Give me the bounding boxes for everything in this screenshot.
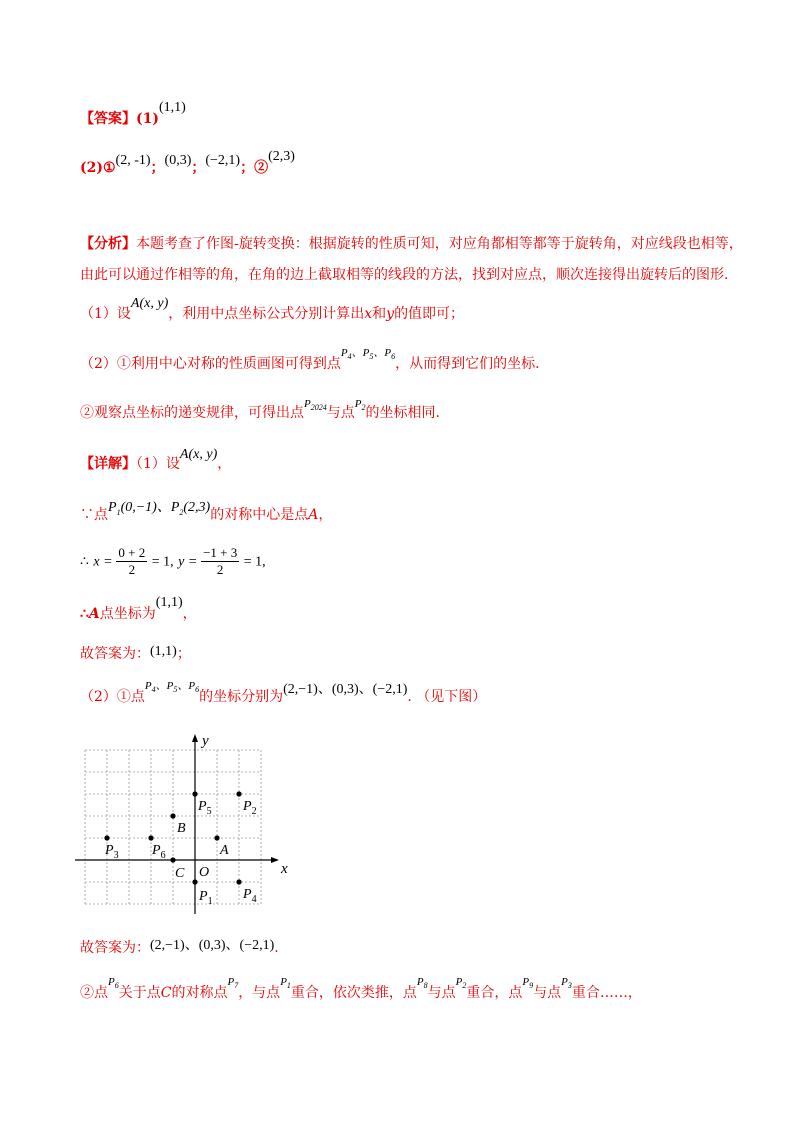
analysis-text-1: 本题考查了作图-旋转变换：根据旋转的性质可知，对应角都相等都等于旋转角，对应线段也相等， xyxy=(136,236,743,252)
analysis-line-1 xyxy=(80,233,743,253)
detail-l3-x: x xyxy=(93,554,100,570)
detail-l8-C: C xyxy=(160,985,172,1001)
detail-line-8 xyxy=(80,976,642,1002)
answer-part1-value: (1,1) xyxy=(159,100,186,115)
detail-l3-frac2-den: 2 xyxy=(216,562,224,577)
analysis-step-2 xyxy=(80,347,540,373)
detail-l8-p7: P7 xyxy=(227,976,239,991)
detail-l2-suffix-a: 的对称中心是点 xyxy=(210,507,309,523)
answer-line-1 xyxy=(80,100,186,128)
detail-l6-mid: 的坐标分别为 xyxy=(199,689,284,705)
point-b xyxy=(170,813,175,818)
detail-l7-values: (2,−1)、(0,3)、(−2,1) xyxy=(150,938,275,953)
detail-l8-p8: P8 xyxy=(416,976,428,991)
grid-lines xyxy=(85,750,261,904)
analysis-step2-suffix: ，从而得到它们的坐标. xyxy=(395,356,540,372)
detail-l2-because: ∵点 xyxy=(80,507,108,523)
analysis-line-2 xyxy=(80,264,728,284)
detail-l8-p6: P6 xyxy=(108,976,119,991)
detail-l3-eq2-res: = 1, xyxy=(243,554,266,570)
detail-l5-suffix: ； xyxy=(176,646,191,662)
point-label-p1: $P_1$ xyxy=(199,889,213,907)
analysis-step1-x: x xyxy=(364,306,373,322)
analysis-step3-p2024: P2024 xyxy=(304,398,327,413)
analysis-step-1 xyxy=(80,296,465,323)
analysis-step1-suffix-a: ，利用中点坐标公式分别计算出 xyxy=(168,306,365,322)
detail-l3-frac1-den: 2 xyxy=(128,562,136,577)
analysis-step3-p2: P2 xyxy=(354,398,366,413)
detail-l8-c: 的对称点 xyxy=(171,985,228,1001)
detail-l8-e: 重合，依次类推，点 xyxy=(290,985,417,1001)
detail-line-4 xyxy=(80,595,197,623)
detail-l7-prefix: 故答案为： xyxy=(80,940,150,956)
detail-l7-suffix: . xyxy=(274,940,279,956)
point-label-p3: $P_3$ xyxy=(105,843,119,861)
analysis-step2-prefix: （2）①利用中心对称的性质画图可得到点 xyxy=(80,356,341,372)
detail-l8-p2: P2 xyxy=(455,976,467,991)
detail-l8-a: ②点 xyxy=(80,985,108,1001)
answer-line-2 xyxy=(80,149,295,177)
detail-l8-p9: P9 xyxy=(522,976,534,991)
point-p4 xyxy=(236,879,241,884)
detail-l8-b: 关于点 xyxy=(118,985,161,1001)
detail-l1-var: A(x, y) xyxy=(179,447,218,462)
analysis-step3-prefix: ②观察点坐标的递变规律，可得出点 xyxy=(80,405,304,421)
detail-l8-d: ，与点 xyxy=(238,985,281,1001)
detail-l3-frac2 xyxy=(201,545,239,578)
point-p6 xyxy=(148,835,153,840)
detail-l4-mid: 点坐标为 xyxy=(99,606,156,622)
detail-l8-f: 与点 xyxy=(427,985,456,1001)
point-label-b: B xyxy=(177,821,186,836)
analysis-step1-suffix-b: 的值即可； xyxy=(394,306,465,322)
detail-l3-frac2-num: −1 + 3 xyxy=(203,545,238,560)
detail-l3-frac1-num: 0 + 2 xyxy=(118,545,146,560)
detail-l8-p1: P1 xyxy=(280,976,291,991)
answer-tag: 【答案】 xyxy=(80,111,136,127)
detail-l1-suffix: ， xyxy=(217,456,232,472)
detail-line-1 xyxy=(80,447,232,473)
detail-l5-value: (1,1) xyxy=(150,644,177,659)
detail-l4-value: (1,1) xyxy=(155,595,183,610)
analysis-step1-and: 和 xyxy=(372,306,387,322)
analysis-step1-var: A(x, y) xyxy=(130,296,169,311)
answer-sep1: ； xyxy=(150,160,165,176)
point-label-p4: $P_4$ xyxy=(243,887,257,905)
point-label-c: C xyxy=(175,866,185,881)
detail-l2-suffix-b: ， xyxy=(318,507,333,523)
detail-line-5 xyxy=(80,643,191,663)
point-p1 xyxy=(192,879,197,884)
analysis-step2-points: P4、P5、P6 xyxy=(340,347,396,362)
point-label-p6: $P_6$ xyxy=(152,843,166,861)
point-a xyxy=(214,835,219,840)
point-label-p2: $P_2$ xyxy=(243,799,257,817)
detail-l4-prefix: ∴ xyxy=(80,606,89,622)
detail-l8-h: 与点 xyxy=(533,985,562,1001)
detail-l5-prefix: 故答案为： xyxy=(80,646,150,662)
analysis-tag: 【分析】 xyxy=(80,236,136,252)
detail-line-6 xyxy=(80,680,487,706)
point-p5 xyxy=(192,791,197,796)
detail-l1-prefix: （1）设 xyxy=(136,456,180,472)
detail-l8-g: 重合，点 xyxy=(466,985,523,1001)
detail-line-7 xyxy=(80,937,279,957)
detail-l3-therefore: ∴ xyxy=(80,554,89,570)
detail-l6-points: P4、P5、P6 xyxy=(144,680,200,695)
detail-tag: 【详解】 xyxy=(80,456,136,472)
points-layer xyxy=(104,791,257,907)
x-axis-label: x xyxy=(281,861,288,877)
detail-l3-eq1-res: = 1, xyxy=(151,554,174,570)
detail-l6-values: (2,−1)、(0,3)、(−2,1) xyxy=(283,682,408,697)
answer-p6: (−2,1) xyxy=(205,153,241,168)
analysis-step3-mid: 与点 xyxy=(326,405,355,421)
analysis-step1-prefix: （1）设 xyxy=(80,306,131,322)
detail-l6-suffix: . （见下图） xyxy=(407,689,487,705)
detail-l6-prefix: （2）①点 xyxy=(80,689,145,705)
analysis-step3-suffix: 的坐标相同. xyxy=(365,405,440,421)
point-label-p5: $P_5$ xyxy=(198,799,212,817)
analysis-step-3 xyxy=(80,398,440,422)
answer-p5: (0,3) xyxy=(164,153,192,168)
y-axis-arrow-icon xyxy=(192,734,198,742)
point-p3 xyxy=(104,835,109,840)
point-label-a: A xyxy=(220,843,229,858)
detail-l4-suffix: ， xyxy=(182,606,197,622)
answer-sep3: ；② xyxy=(240,160,269,176)
answer-p4: (2, -1) xyxy=(115,153,151,168)
detail-l2-points: $P_1(0,-1)$、$P_2(2,3)$ xyxy=(108,500,211,517)
detail-line-2 xyxy=(80,500,333,525)
detail-l4-A: A xyxy=(88,606,100,622)
answer-part1-label: (1) xyxy=(136,111,159,127)
analysis-text-2: 由此可以通过作相等的角，在角的边上截取相等的线段的方法，找到对应点，顺次连接得出旋转后的图形. xyxy=(80,267,729,283)
detail-l2-A: A xyxy=(308,507,319,523)
origin-label: O xyxy=(199,865,210,880)
x-axis-arrow-icon xyxy=(271,857,279,863)
coordinate-grid-figure xyxy=(72,726,292,916)
point-c xyxy=(170,857,175,862)
answer-part2-label: (2)① xyxy=(80,160,116,176)
detail-l8-i: 重合……， xyxy=(571,985,642,1001)
detail-line-3: ∴ x = $\frac{0 + 2}{2}$ = 1, y = $\frac{-1 + 3}{2}$ = 1, xyxy=(80,545,266,577)
answer-p-final: (2,3) xyxy=(268,149,295,164)
answer-sep2: ； xyxy=(191,160,206,176)
y-axis-label: y xyxy=(202,733,209,749)
detail-l8-p3: P3 xyxy=(561,976,572,991)
detail-l3-frac1 xyxy=(116,545,147,578)
detail-l3-y: y xyxy=(178,554,185,570)
analysis-step1-y: y xyxy=(386,306,395,322)
point-p2 xyxy=(236,791,241,796)
